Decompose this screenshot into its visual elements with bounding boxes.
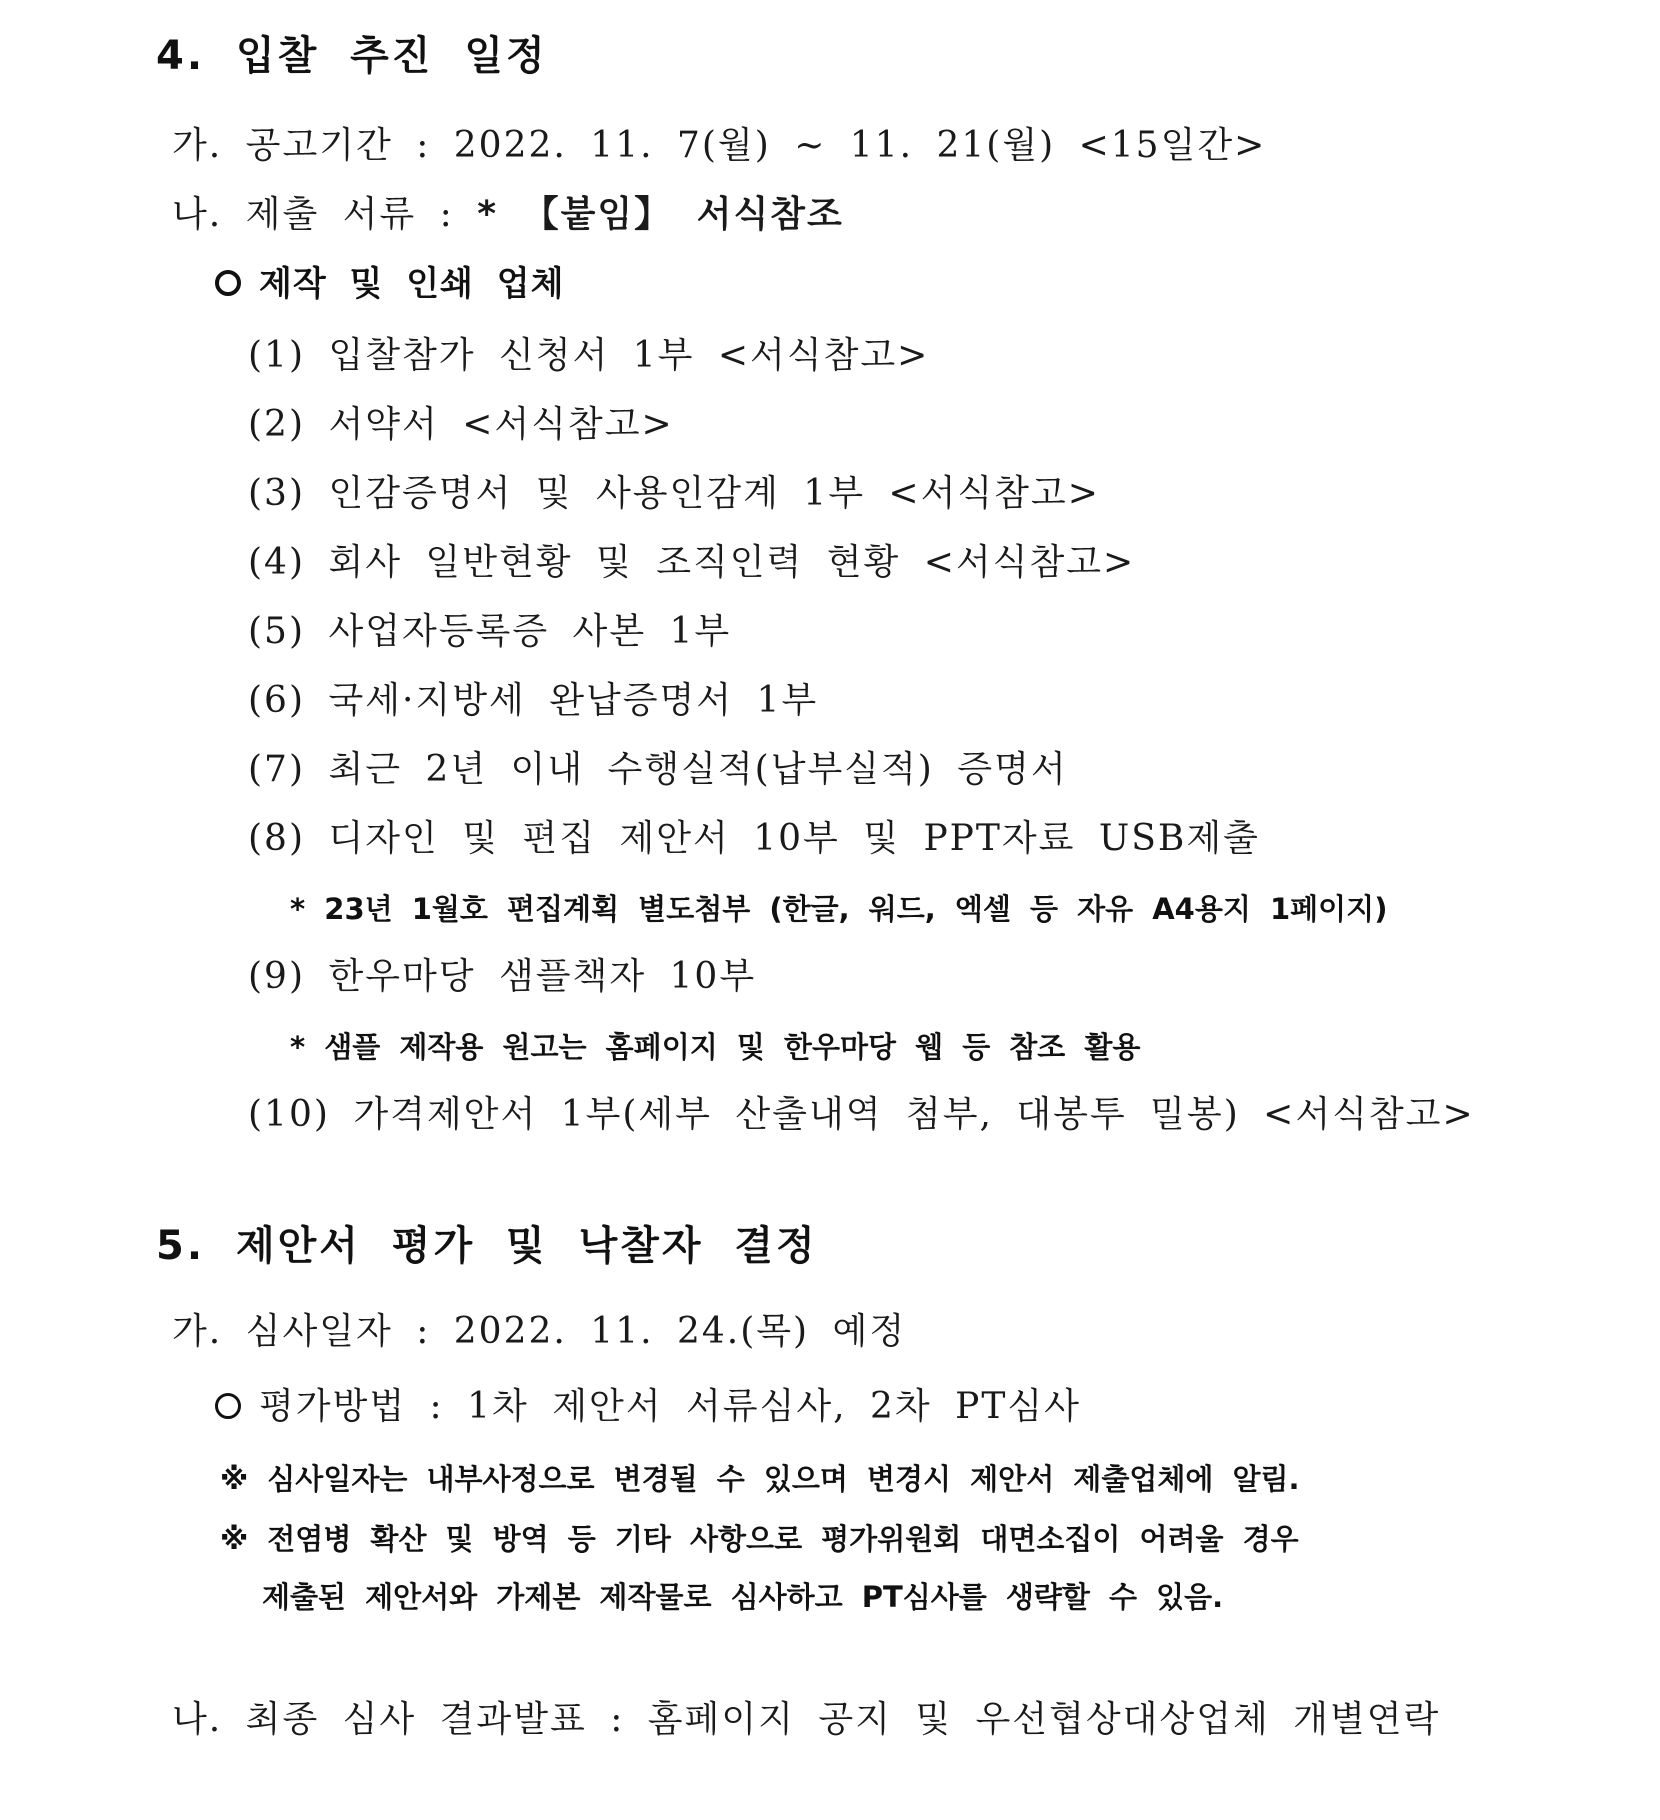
final-result-announcement: 나. 최종 심사 결과발표 : 홈페이지 공지 및 우선협상대상업체 개별연락 <box>172 1699 1441 1740</box>
document-item: (5) 사업자등록증 사본 1부 <box>248 611 732 652</box>
document-item: (3) 인감증명서 및 사용인감계 1부 <서식참고> <box>248 473 1100 514</box>
editing-plan-note: * 23년 1월호 편집계획 별도첨부 (한글, 워드, 엑셀 등 자유 A4용지 1페이지) <box>290 892 1388 926</box>
review-date-change-notice: ※ 심사일자는 내부사정으로 변경될 수 있으며 변경시 제안서 제출업체에 알림. <box>220 1462 1300 1496</box>
company-type-label: 제작 및 인쇄 업체 <box>259 264 565 304</box>
document-item: (1) 입찰참가 신청서 1부 <서식참고> <box>248 335 930 376</box>
company-type-subheading <box>215 264 564 305</box>
bid-announcement-period: 가. 공고기간 : 2022. 11. 7(월) ~ 11. 21(월) <15일간> <box>172 125 1267 166</box>
document-item: (10) 가격제안서 1부(세부 산출내역 첨부, 대봉투 밀봉) <서식참고> <box>248 1094 1475 1135</box>
review-date: 가. 심사일자 : 2022. 11. 24.(목) 예정 <box>172 1311 907 1352</box>
sample-manuscript-note: * 샘플 제작용 원고는 홈페이지 및 한우마당 웹 등 참조 활용 <box>290 1030 1141 1064</box>
evaluation-method-line <box>215 1385 1081 1428</box>
submission-documents-label: 나. 제출 서류 : <box>172 194 478 235</box>
document-item: (2) 서약서 <서식참고> <box>248 404 674 445</box>
attachment-reference: * 【붙임】 서식참조 <box>477 194 844 235</box>
section-5-heading: 5. 제안서 평가 및 낙찰자 결정 <box>156 1223 818 1269</box>
document-item: (7) 최근 2년 이내 수행실적(납부실적) 증명서 <box>248 749 1068 790</box>
document-item: (9) 한우마당 샘플책자 10부 <box>248 956 757 997</box>
document-item: (4) 회사 일반현황 및 조직인력 현황 <서식참고> <box>248 542 1136 583</box>
document-item: (8) 디자인 및 편집 제안서 10부 및 PPT자료 USB제출 <box>248 818 1260 859</box>
submission-documents-line <box>172 193 844 236</box>
document-item: (6) 국세·지방세 완납증명서 1부 <box>248 680 819 721</box>
evaluation-method: 평가방법 : 1차 제안서 서류심사, 2차 PT심사 <box>259 1386 1081 1427</box>
circle-bullet-icon <box>215 1393 241 1419</box>
epidemic-notice-line-2: 제출된 제안서와 가제본 제작물로 심사하고 PT심사를 생략할 수 있음. <box>262 1580 1224 1614</box>
circle-bullet-icon <box>215 270 241 296</box>
section-4-heading: 4. 입찰 추진 일정 <box>156 33 548 79</box>
epidemic-notice-line-1: ※ 전염병 확산 및 방역 등 기타 사항으로 평가위원회 대면소집이 어려울 경우 <box>220 1522 1299 1556</box>
